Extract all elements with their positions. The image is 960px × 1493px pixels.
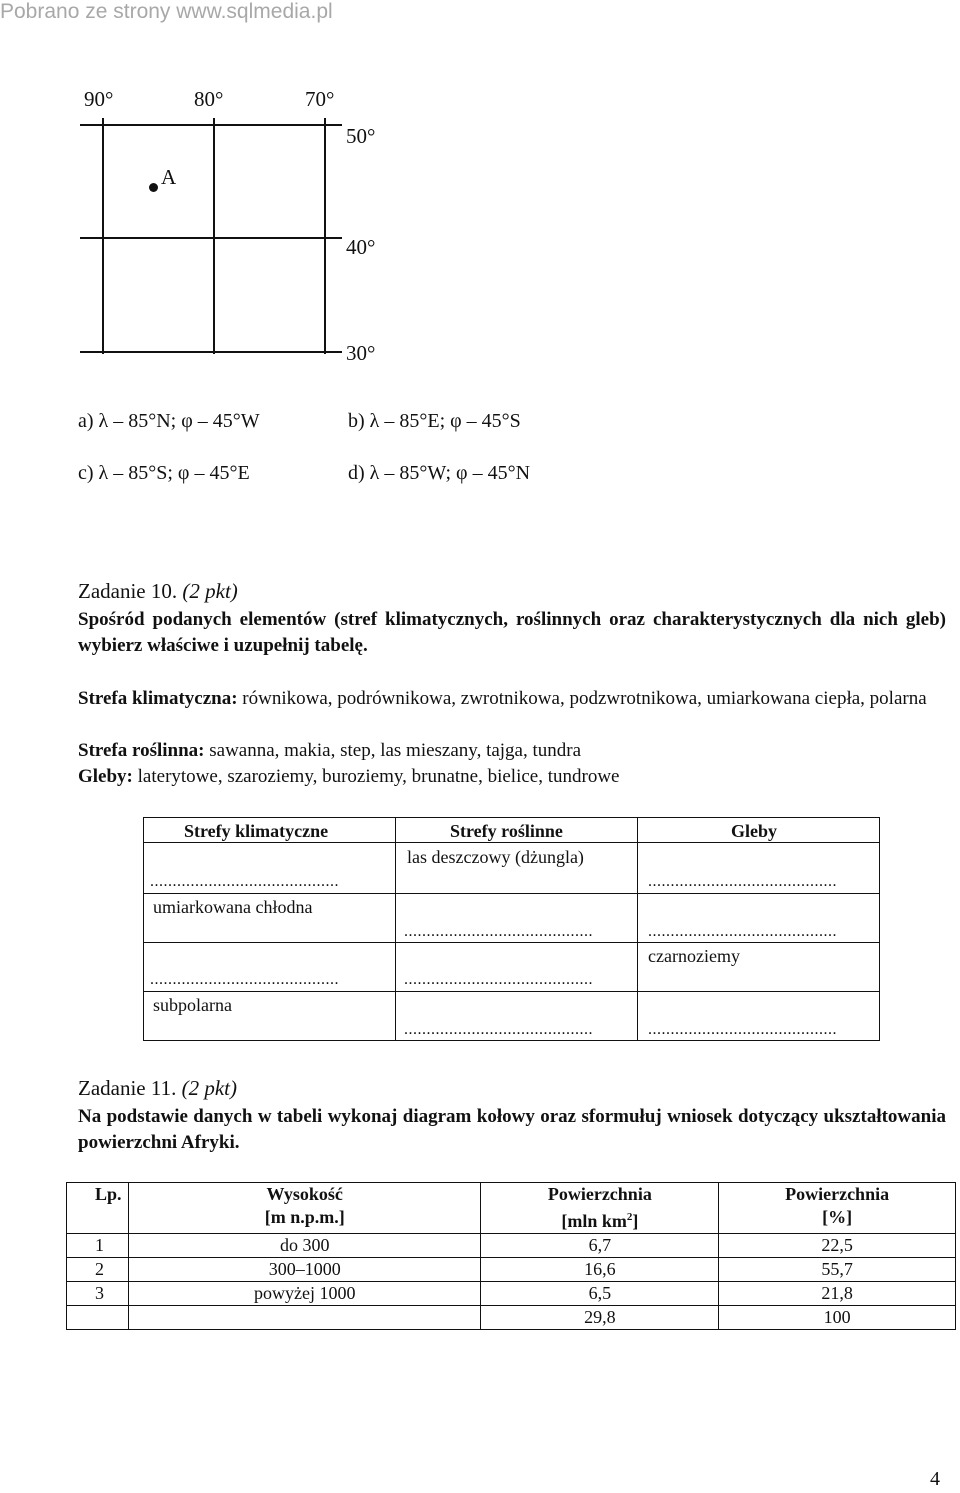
table-column-divider-1 [395,817,396,1041]
blank-r4-vegetation[interactable]: .......................................... [404,1021,593,1038]
latitude-label-40: 40° [346,235,376,259]
point-a-label: A [161,165,177,189]
task-10-points: (2 pkt) [182,579,238,603]
cell-r3-soil: czarnoziemy [648,946,740,966]
blank-r3-vegetation[interactable]: .......................................... [404,971,593,988]
latitude-label-50: 50° [346,124,376,148]
row-2-percent: 55,7 [719,1258,956,1282]
answer-option-a[interactable]: a) λ – 85°N; φ – 45°W [78,410,260,432]
table-border-top [143,817,880,818]
answer-option-d[interactable]: d) λ – 85°W; φ – 45°N [348,462,531,484]
row-1-area: 6,7 [481,1234,719,1258]
cell-r2-climate: umiarkowana chłodna [153,897,313,917]
row-3-lp: 3 [67,1282,129,1306]
table-column-divider-2 [637,817,638,1041]
table-header-divider [143,842,880,843]
total-height [128,1306,480,1330]
blank-r1-soil[interactable]: .......................................... [648,873,837,890]
table-border-left [143,817,144,1041]
climate-zone-label: Strefa klimatyczna: [78,688,238,709]
table-row-divider-1 [143,893,880,894]
soil-label: Gleby: [78,766,133,787]
total-area: 29,8 [481,1306,719,1330]
climate-zone-values: równikowa, podrównikowa, zwrotnikowa, podzwrotnikowa, umiarkowana ciepła, polarna [242,688,927,709]
blank-r3-climate[interactable]: .......................................... [150,971,339,988]
row-2-area: 16,6 [481,1258,719,1282]
task-10-title: Zadanie 10. [78,579,178,603]
answer-option-b[interactable]: b) λ – 85°E; φ – 45°S [348,410,521,432]
row-1-height: do 300 [128,1234,480,1258]
soil-list [78,764,946,790]
header-height: Wysokość [m n.p.m.] [128,1183,480,1234]
header-area: Powierzchnia [mln $km^2$] [481,1183,719,1234]
row-1-percent: 22,5 [719,1234,956,1258]
climate-zone-list [78,686,946,712]
total-lp [67,1306,129,1330]
page-number: 4 [930,1468,940,1490]
row-3-area: 6,5 [481,1282,719,1306]
point-a-marker [149,183,158,192]
longitude-label-80: 80° [194,87,224,111]
blank-r1-climate[interactable]: .......................................... [150,873,339,890]
soil-values: laterytowe, szaroziemy, buroziemy, brunatne, bielice, tundrowe [137,766,620,787]
vegetation-zone-label: Strefa roślinna: [78,740,205,761]
blank-r4-soil[interactable]: .......................................... [648,1021,837,1038]
table-row-divider-2 [143,942,880,943]
cell-r1-vegetation: las deszczowy (dżungla) [407,847,584,867]
vegetation-zone-values: sawanna, makia, step, las mieszany, tajga, tundra [209,740,582,761]
header-vegetation-zones: Strefy roślinne [450,821,563,841]
longitude-label-90: 90° [84,87,114,111]
task-10-instruction: Spośród podanych elementów (stref klimatycznych, roślinnych oraz charakterystycznych dla nich gleb) wybierz właściwe i uzupełnij tabelę. [78,609,946,656]
row-2-lp: 2 [67,1258,129,1282]
meridian-90 [102,118,104,354]
answer-option-c[interactable]: c) λ – 85°S; φ – 45°E [78,462,250,484]
header-lp: Lp. [67,1183,129,1234]
total-percent: 100 [719,1306,956,1330]
task-11-points: (2 pkt) [181,1076,238,1100]
cell-r4-climate: subpolarna [153,995,232,1015]
blank-r2-soil[interactable]: .......................................... [648,923,837,940]
header-soils: Gleby [731,821,778,841]
row-3-height: powyżej 1000 [128,1282,480,1306]
africa-elevation-table [66,1182,956,1330]
table-border-bottom [143,1040,880,1041]
meridian-80 [213,118,215,354]
table-row [67,1282,956,1306]
task-11-title: Zadanie 11. [78,1076,177,1100]
latitude-label-30: 30° [346,341,376,365]
task-10-heading [78,579,238,603]
table-row-divider-3 [143,991,880,992]
table-header-row [67,1183,956,1234]
row-2-height: 300–1000 [128,1258,480,1282]
header-climate-zones: Strefy klimatyczne [184,821,329,841]
blank-r2-vegetation[interactable]: .......................................... [404,923,593,940]
row-3-percent: 21,8 [719,1282,956,1306]
row-1-lp: 1 [67,1234,129,1258]
meridian-70 [324,118,326,354]
table-total-row [67,1306,956,1330]
table-row [67,1234,956,1258]
parallel-50 [80,124,342,126]
task-11-heading [78,1076,237,1100]
longitude-label-70: 70° [305,87,335,111]
vegetation-zone-list [78,738,946,764]
parallel-40 [80,237,342,239]
parallel-30 [80,351,342,353]
table-border-right [879,817,880,1041]
header-percent: Powierzchnia [%] [719,1183,956,1234]
task-11-instruction: Na podstawie danych w tabeli wykonaj diagram kołowy oraz sformułuj wniosek dotyczący ukształtowania powierzchni Afryki. [78,1106,946,1153]
table-row [67,1258,956,1282]
watermark: Pobrano ze strony www.sqlmedia.pl [0,0,333,23]
